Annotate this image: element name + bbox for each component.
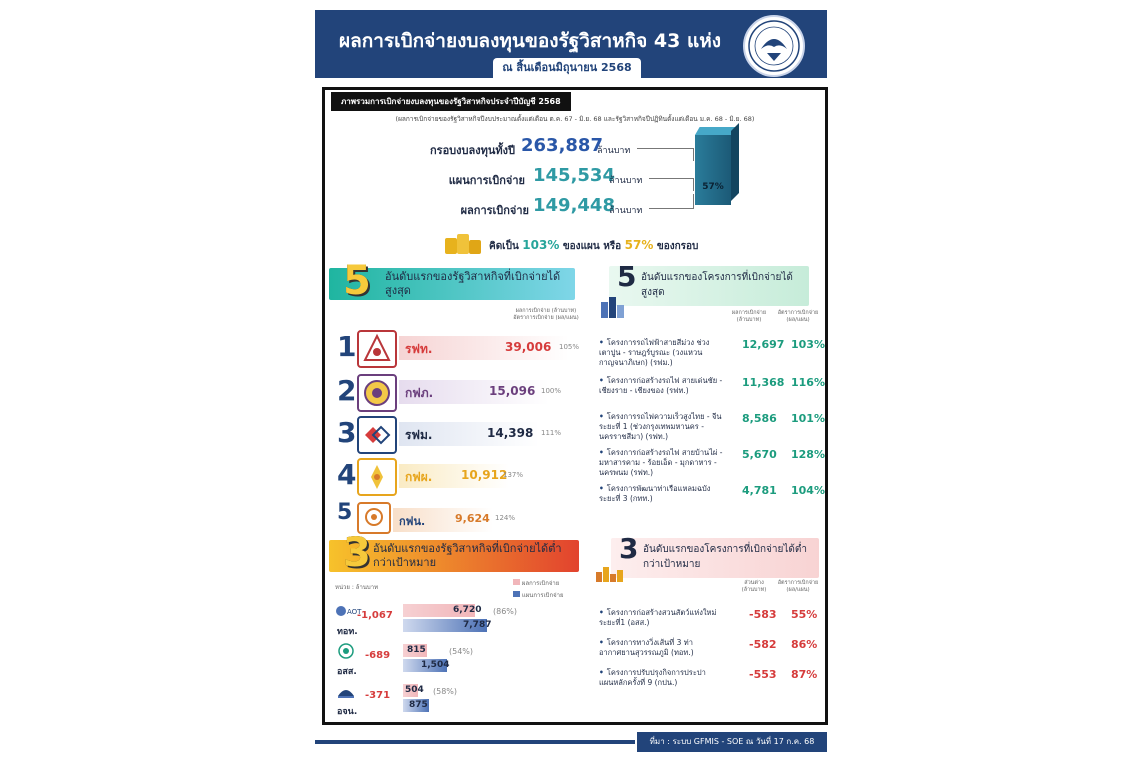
project-row [599,608,819,638]
rank-number: 4 [337,458,357,491]
summary-plan-pct: 103% [522,238,560,252]
top5-soe-col-heads [511,308,581,322]
kpi-unit: ล้านบาท [609,206,643,216]
svg-text:AOT: AOT [347,608,362,616]
project-value: 11,368 [742,376,785,389]
mrta-logo-icon [357,416,397,454]
project-row [599,376,825,412]
project-rate: 101% [791,412,825,425]
project-rate: 128% [791,448,825,461]
rank-soe-pct: 111% [541,429,562,437]
low-soe-plan: 1,504 [421,660,450,670]
ministry-seal-logo [743,15,805,77]
low-soe-diff: -371 [365,690,391,701]
content-frame [322,87,828,725]
top5-projects-banner [609,260,809,306]
zoo-logo-icon [335,642,357,660]
project-name: • โครงการรถไฟความเร็วสูงไทย - จีน ระยะที่ 1 (ช่วงกรุงเทพมหานคร - นครราชสีมา) (รฟท.) [599,412,729,442]
project-rate: 86% [791,638,818,651]
rank-row-4 [337,458,587,494]
rank-row-1 [337,330,587,366]
overview-section-label: ภาพรวมการเบิกจ่ายงบลงทุนของรัฐวิสาหกิจประจำปีบัญชี 2568 [331,92,571,111]
low3-projects-list [599,608,819,698]
legend-actual-label: ผลการเบิกจ่าย [521,580,560,587]
footer-rule [315,740,635,744]
budget-cube-graphic [695,135,731,205]
top5-proj-col2: อัตราการเบิกจ่าย (ผล/แผน) [777,310,819,323]
low-soe-plan: 875 [409,700,428,710]
low3-proj-col1: ส่วนต่าง (ล้านบาท) [741,580,767,593]
project-value: 5,670 [742,448,777,461]
low-soe-pct: (86%) [493,607,518,616]
footer-source: ที่มา : ระบบ GFMIS - SOE ณ วันที่ 17 ก.ค. 68 [637,732,827,752]
project-diff: -582 [749,638,777,651]
project-name: • โครงการก่อสร้างรถไฟ สายบ้านไผ่ - มหาสารคาม - ร้อยเอ็ด - มุกดาหาร - นครพนม (รฟท.) [599,448,729,478]
kpi-value: 149,448 [533,195,615,216]
skyline-icon [595,564,625,582]
rank-soe-pct: 124% [495,514,516,522]
low-soe-actual: 6,720 [453,605,482,615]
rank-soe-name: รฟม. [405,428,433,442]
project-rate: 55% [791,608,818,621]
low-soe-actual: 504 [405,685,424,695]
project-rate: 103% [791,338,825,351]
kpi-label: ผลการเบิกจ่าย [460,204,529,217]
top5-soe-title: อันดับแรกของรัฐวิสาหกิจที่เบิกจ่ายได้สูงสุด [385,270,561,297]
project-row [599,412,825,448]
overview-note: (ผลการเบิกจ่ายของรัฐวิสาหกิจปีงบประมาณตั้งแต่เดือน ต.ค. 67 - มิ.ย. 68 และรัฐวิสาหกิจปีปฏิทินตั้งแต่เดือน ม.ค. 68 - มิ.ย. 68) [395,115,755,123]
project-name: • โครงการปรับปรุงกิจการประปาแผนหลักครั้งที่ 9 (กปน.) [599,668,719,688]
project-value: 12,697 [742,338,785,351]
legend-plan [513,590,564,600]
low-soe-abbr: อสส. [337,667,357,677]
project-diff: -553 [749,668,777,681]
top5-proj-col1: ผลการเบิกจ่าย (ล้านบาท) [731,310,767,323]
project-row [599,338,825,376]
legend-actual-swatch [513,579,520,585]
coins-icon [443,232,483,256]
budget-cube-side [731,123,739,201]
aot-logo-icon [335,602,362,620]
wma-logo-icon [335,682,357,700]
page-title: ผลการเบิกจ่ายงบลงทุนของรัฐวิสาหกิจ 43 แห่ง [338,30,722,52]
rank-row-3 [337,416,587,452]
legend-plan-swatch [513,591,520,597]
top5-projects-list [599,338,825,520]
city-buildings-icon [599,294,627,320]
project-row [599,638,819,668]
srt-logo-icon [357,330,397,368]
project-row [599,668,819,698]
kpi-value: 263,887 [521,135,603,156]
pea-logo-icon [357,374,397,412]
kpi-connector [649,178,694,191]
page-subtitle: ณ สิ้นเดือนมิถุนายน 2568 [493,58,641,78]
project-name: • โครงการทางวิ่งเส้นที่ 3 ท่าอากาศยานสุวรรณภูมิ (ทอท.) [599,638,719,658]
low3-unit-note: หน่วย : ล้านบาท [335,584,379,591]
project-value: 8,586 [742,412,777,425]
low-soe-pct: (54%) [449,647,474,656]
project-name: • โครงการก่อสร้างรถไฟ สายเด่นชัย - เชียงราย - เชียงของ (รฟท.) [599,376,729,396]
rank-number: 2 [337,374,357,407]
project-rate: 104% [791,484,825,497]
summary-text: ของกรอบ [656,241,699,252]
col-head-rate: อัตราการเบิกจ่าย (ผล/แผน) [513,315,579,321]
rank-number: 3 [337,416,357,449]
footer [315,732,827,752]
summary-text: ของแผน หรือ [562,241,622,252]
top5-projects-title: อันดับแรกของโครงการที่เบิกจ่ายได้สูงสุด [641,272,793,298]
low3-soe-number: 3 [343,530,371,576]
rank-row-2 [337,374,587,410]
rank-soe-value: 14,398 [487,426,534,440]
project-name: • โครงการก่อสร้างสวนสัตว์แห่งใหม่ ระยะที่1 (อสส.) [599,608,719,628]
col-head-value: ผลการเบิกจ่าย (ล้านบาท) [515,308,577,314]
rank-soe-pct: 100% [541,387,562,395]
kpi-unit: ล้านบาท [609,176,643,186]
rank-soe-pct: 105% [559,343,580,351]
low3-soe-banner [329,530,579,576]
project-name: • โครงการพัฒนาท่าเรือแหลมฉบัง ระยะที่ 3 (กทท.) [599,484,729,504]
top5-soe-banner [329,258,575,304]
rank-number: 1 [337,330,357,363]
low-soe-row-2 [335,642,585,682]
project-diff: -583 [749,608,777,621]
kpi-connector [649,194,694,209]
rank-soe-value: 39,006 [505,340,552,354]
summary-frame-pct: 57% [624,238,654,252]
low-soe-row-3 [335,682,585,722]
project-row [599,484,825,520]
rank-soe-value: 9,624 [455,512,490,525]
project-rate: 87% [791,668,818,681]
summary-text: คิดเป็น [489,241,519,252]
project-value: 4,781 [742,484,777,497]
rank-row-5 [337,500,587,536]
rank-soe-name: รฟท. [405,342,433,356]
rank-soe-name: กฟน. [399,515,426,528]
project-row [599,448,825,484]
project-rate: 116% [791,376,825,389]
low3-proj-col2: อัตราการเบิกจ่าย (ผล/แผน) [777,580,819,593]
legend-plan-label: แผนการเบิกจ่าย [521,592,564,599]
low-soe-plan: 7,787 [463,620,492,630]
cube-percentage: 57% [702,182,724,192]
low-soe-abbr: ทอท. [337,627,358,637]
low-soe-actual: 815 [407,645,426,655]
low3-projects-number: 3 [619,532,639,565]
rank-soe-pct: 137% [503,471,524,479]
infographic-poster [315,10,827,752]
rank-soe-value: 10,912 [461,468,508,482]
overview-summary [489,238,698,254]
kpi-connector [637,148,694,161]
seal-emblem-icon [745,17,803,75]
low3-projects-title: อันดับแรกของโครงการที่เบิกจ่ายได้ต่ำกว่าเป้าหมาย [643,544,808,570]
low-soe-pct: (58%) [433,687,458,696]
top5-projects-number: 5 [617,260,637,293]
rank-soe-value: 15,096 [489,384,536,398]
kpi-value: 145,534 [533,165,615,186]
header-band [315,10,827,78]
low-soe-diff: -1,067 [357,610,393,621]
project-name: • โครงการรถไฟฟ้าสายสีม่วง ช่วงเตาปูน - ราษฎร์บูรณะ (วงแหวนกาญจนาภิเษก) (รฟม.) [599,338,729,368]
rank-number: 5 [337,500,353,525]
egat-logo-icon [357,458,397,496]
rank-soe-name: กฟภ. [405,386,434,400]
kpi-label: แผนการเบิกจ่าย [448,174,525,187]
low3-soe-title: อันดับแรกของรัฐวิสาหกิจที่เบิกจ่ายได้ต่ำกว่าเป้าหมาย [373,542,562,569]
low3-projects-banner [611,532,819,578]
rank-soe-name: กฟผ. [405,470,433,484]
top5-soe-number: 5 [343,258,371,304]
low-soe-abbr: อจน. [337,707,358,717]
low-soe-diff: -689 [365,650,391,661]
kpi-unit: ล้านบาท [597,146,631,156]
legend-actual [513,578,559,588]
kpi-label: กรอบงบลงทุนทั้งปี [430,144,515,157]
low-soe-row-1 [335,602,585,642]
